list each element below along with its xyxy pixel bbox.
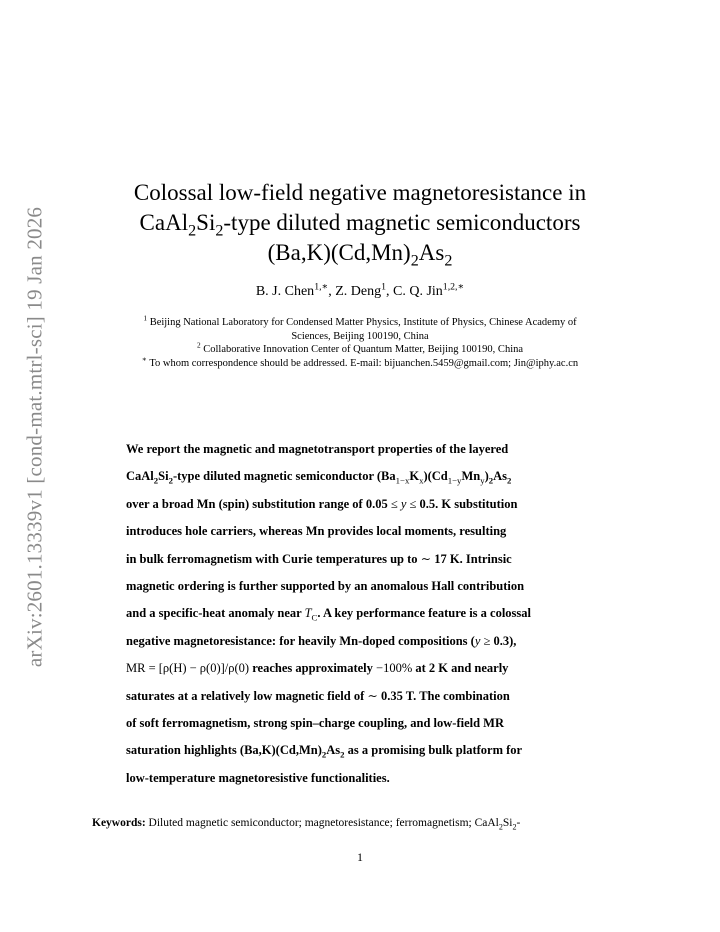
keywords-text: Diluted magnetic semiconductor; magnetoresistance; ferromagnetism; CaAl <box>145 817 499 829</box>
paper-title <box>80 178 640 268</box>
affiliation-2: $^2$ Collaborative Innovation Center of Quantum Matter, Beijing 100190, China <box>196 340 524 355</box>
abstract-line: low-temperature magnetoresistive functionalities. <box>126 770 390 785</box>
page-number: 1 <box>357 850 363 864</box>
abstract-line: negative magnetoresistance: for heavily Mn-doped compositions (y ≥ 0.3), <box>126 633 517 648</box>
title-line-2: $CaAl_2Si_2$-type diluted magnetic semiconductors <box>139 210 581 240</box>
arxiv-identifier-stamp <box>20 0 50 932</box>
abstract-line: and a specific-heat anomaly near $T_C$. A key performance feature is a colossal <box>126 606 532 623</box>
title-line-3: $(Ba,K)(Cd,Mn)_2As_2$ <box>267 240 453 270</box>
abstract-line: We report the magnetic and magnetotransport properties of the layered <box>126 442 509 456</box>
abstract-line: saturation highlights $(Ba,K)(Cd,Mn)_2As_2$ as a promising bulk platform for <box>126 743 523 760</box>
abstract-line: in bulk ferromagnetism with Curie temperatures up to ∼ 17 K. Intrinsic <box>126 551 512 566</box>
author-name: B. J. Chen <box>255 284 315 299</box>
affiliation-1: $^1$ Beijing National Laboratory for Condensed Matter Physics, Institute of Physics, Chinese Academy of <box>143 313 577 328</box>
abstract-line: saturates at a relatively low magnetic field of ∼ 0.35 T. The combination <box>126 688 510 703</box>
abstract <box>126 436 592 792</box>
abstract-line: over a broad Mn (spin) substitution range of 0.05 ≤ y ≤ 0.5. K substitution <box>126 496 518 511</box>
title-line-1: Colossal low-field negative magnetoresistance in <box>133 180 587 205</box>
abstract-line: magnetic ordering is further supported by an anomalous Hall contribution <box>126 579 525 594</box>
affiliation-1-continued: Sciences, Beijing 100190, China <box>291 330 429 342</box>
keywords: Keywords: Diluted magnetic semiconductor; magnetoresistance; ferromagnetism; $CaAl_2Si_2-$ <box>92 817 521 832</box>
keywords-label: Keywords: <box>92 817 146 829</box>
author-name: C. Q. Jin <box>393 284 443 299</box>
affiliations <box>90 313 630 370</box>
author-list: B. J. Chen$^{1,∗}$, Z. Deng$^1$, C. Q. Jin$^{1,2,∗}$ <box>255 281 465 299</box>
abstract-line: introduces hole carriers, whereas Mn provides local moments, resulting <box>126 524 507 539</box>
abstract-line: $CaAl_2Si_2$-type diluted magnetic semiconductor $(Ba_{1-x}K_x)(Cd_{1-y}Mn_y)_2As_2$ <box>126 469 512 486</box>
abstract-line: of soft ferromagnetism, strong spin–charge coupling, and low-field MR <box>126 716 504 731</box>
author-name: Z. Deng <box>335 284 382 299</box>
arxiv-identifier-text: arXiv:2601.13339v1 [cond-mat.mtrl-sci] 19 Jan 2026 <box>22 206 47 668</box>
correspondence-note: ∗ To whom correspondence should be addressed. E-mail: bijuanchen.5459@gmail.com; Jin@iphy.ac.cn <box>141 354 579 369</box>
abstract-line: MR = [ρ(H) − ρ(0)]/ρ(0) reaches approximately −100% at 2 K and nearly <box>126 661 509 676</box>
